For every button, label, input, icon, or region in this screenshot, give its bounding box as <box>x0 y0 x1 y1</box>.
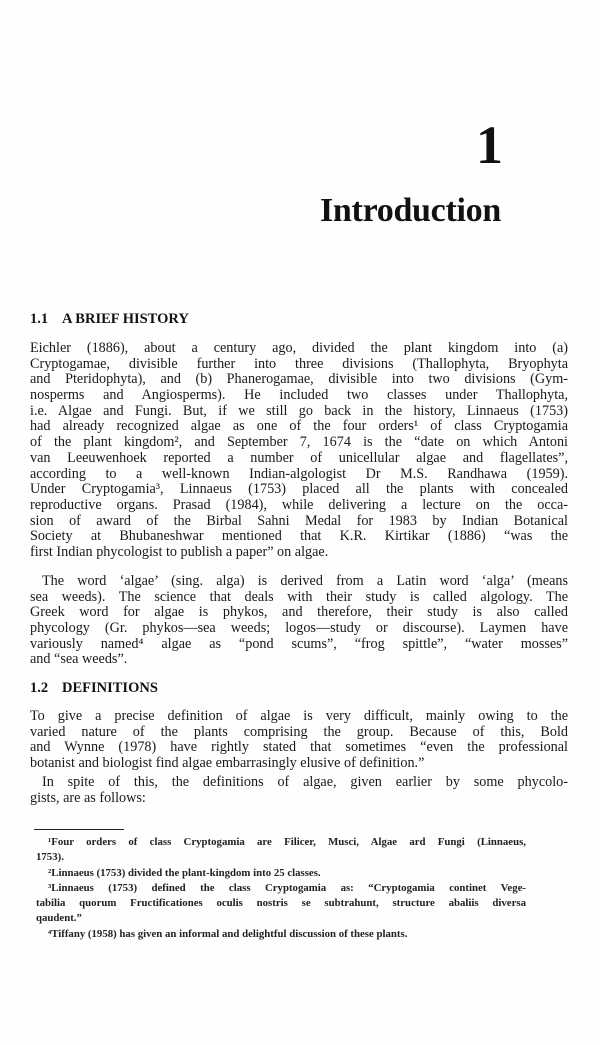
text-line: had already recognized algae as one of the four orders¹ of class Cryptogamia <box>30 418 568 435</box>
footnote-line: ³Linnaeus (1753) defined the class Cryptogamia as: “Cryptogamia continet Vege- <box>48 881 526 894</box>
paragraph-definitions-1 <box>30 709 568 772</box>
text-line: and Wynne (1978) have rightly stated that sometimes “even the professional <box>30 739 568 756</box>
footnote-line: ²Linnaeus (1753) divided the plant-kingdom into 25 classes. <box>48 866 321 879</box>
chapter-number: 1 <box>476 115 503 175</box>
paragraph-history-2 <box>30 574 568 668</box>
chapter-title: Introduction <box>320 192 501 229</box>
text-line: botanist and biologist find algae embarrasingly elusive of definition.” <box>30 755 425 772</box>
text-line: first Indian phycologist to publish a paper” on algae. <box>30 543 329 560</box>
footnote-4 <box>36 927 526 942</box>
footnote-line: ¹Four orders of class Cryptogamia are Filicer, Musci, Algae ard Fungi (Linnaeus, <box>48 836 526 848</box>
footnote-1 <box>36 835 526 866</box>
text-line: phycology (Gr. phykos—sea weeds; logos—study or discourse). Laymen have <box>30 620 568 637</box>
paragraph-history-1 <box>30 341 568 561</box>
text-line: reproductive organs. Prasad (1984), while delivering a lecture on the occa- <box>30 496 568 513</box>
footnote-line: 1753). <box>36 851 64 864</box>
footnote-2 <box>36 866 526 881</box>
footnote-line: ⁴Tiffany (1958) has given an informal and delightful discussion of these plants. <box>48 927 408 940</box>
text-line: In spite of this, the definitions of algae, given earlier by some phycolo- <box>42 774 568 790</box>
footnotes <box>36 835 526 942</box>
footnote-3 <box>36 881 526 927</box>
section-heading-brief-history <box>30 311 189 328</box>
footnote-line: tabilia quorum Fructificationes oculis nostris se subtrahunt, structure abaliis diversa <box>36 897 526 910</box>
text-line: sea weeds). The science that deals with their study is called algology. The <box>30 588 568 605</box>
footnote-divider <box>34 829 124 830</box>
section-heading-definitions <box>30 680 158 697</box>
paragraph-definitions-2 <box>30 775 568 806</box>
text-line: Greek word for algae is phykos, and therefore, their study is also called <box>30 604 568 621</box>
text-line: varied nature of the plants comprising the group. Because of this, Bold <box>30 723 568 740</box>
text-line: variously named⁴ algae as “pond scums”, “frog spittle”, “water mosses” <box>30 635 568 652</box>
text-line: i.e. Algae and Fungi. But, if we still go back in the history, Linnaeus (1753) <box>30 402 568 419</box>
text-line: Eichler (1886), about a century ago, divided the plant kingdom into (a) <box>30 340 568 356</box>
section-number: 1.2 <box>30 680 49 696</box>
text-line: and “sea weeds”. <box>30 651 128 668</box>
text-line: Under Cryptogamia³, Linnaeus (1753) placed all the plants with concealed <box>30 481 568 498</box>
section-number: 1.1 <box>30 311 49 327</box>
text-line: To give a precise definition of algae is very difficult, mainly owing to the <box>30 708 568 724</box>
text-line: van Leeuwenhoek reported a number of unicellular algae and flagellates”, <box>30 449 568 466</box>
text-line: and Pteridophyta), and (b) Phanerogamae, divisible into two divisions (Gym- <box>30 371 568 388</box>
text-line: according to a well-known Indian-algologist Dr M.S. Randhawa (1959). <box>30 465 568 482</box>
footnote-line: qaudent.” <box>36 912 82 925</box>
section-title: DEFINITIONS <box>62 680 158 696</box>
text-line: sion of award of the Birbal Sahni Medal for 1983 by Indian Botanical <box>30 512 568 529</box>
section-title: A BRIEF HISTORY <box>62 311 189 327</box>
text-line: of the plant kingdom², and September 7, 1674 is the “date on which Antoni <box>30 434 568 451</box>
text-line: The word ‘algae’ (sing. alga) is derived from a Latin word ‘alga’ (means <box>42 573 568 589</box>
text-line: Society at Bhubaneshwar mentioned that K.R. Kirtikar (1886) “was the <box>30 528 568 545</box>
text-line: gists, are as follows: <box>30 789 146 806</box>
text-line: Cryptogamae, divisible further into three divisions (Thallophyta, Bryophyta <box>30 355 568 372</box>
text-line: nosperms and Angiosperms). He included two classes under Thallophyta, <box>30 387 568 404</box>
